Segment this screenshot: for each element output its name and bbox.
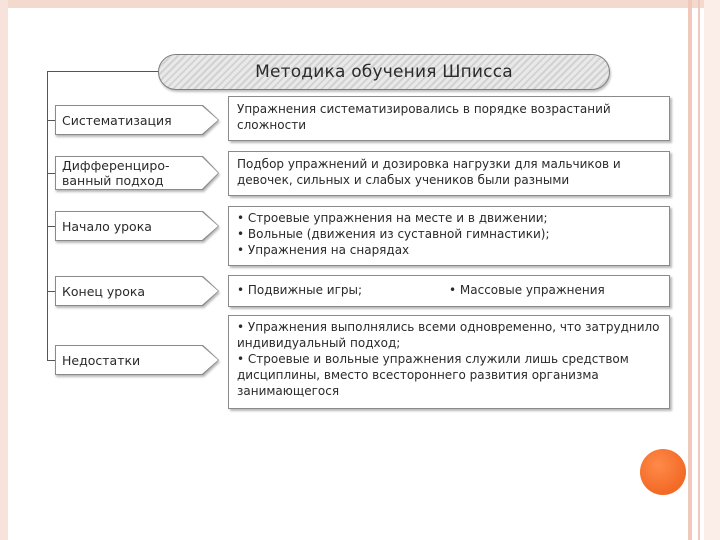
label-lesson-start xyxy=(55,211,219,241)
bullet-item: • Строевые и вольные упражнения служили лишь средством дисциплины, вместо всестороннего развития организма занимающегося xyxy=(237,351,661,399)
desc-text: Подбор упражнений и дозировка нагрузки для мальчиков и девочек, сильных и слабых учеников были разными xyxy=(237,157,621,187)
diagram-title-banner xyxy=(158,54,610,90)
label-systematization xyxy=(55,105,219,135)
label-text: Систематизация xyxy=(62,112,172,128)
desc-lesson-start xyxy=(228,206,670,266)
bullet-item: • Подвижные игры; xyxy=(237,282,449,298)
desc-lesson-end xyxy=(228,275,670,307)
label-text: Недостатки xyxy=(62,352,141,368)
slide-frame-right-stripe xyxy=(688,0,692,540)
diagram-title: Методика обучения Шписса xyxy=(255,62,513,82)
desc-differentiated-approach xyxy=(228,151,670,196)
bullet-item: • Строевые упражнения на месте и в движении; xyxy=(237,210,661,226)
connector-vertical-line xyxy=(47,71,48,360)
slide-frame-right-stripe-thin xyxy=(698,0,700,540)
bullet-item: • Массовые упражнения xyxy=(449,282,605,298)
label-lesson-end xyxy=(55,276,219,306)
label-shortcomings xyxy=(55,345,219,375)
slide-frame-right-band xyxy=(704,0,720,540)
desc-systematization xyxy=(228,96,670,141)
label-text: Дифференциро- ванный подход xyxy=(62,158,170,188)
slide-frame-top xyxy=(0,0,720,8)
connector-title-line xyxy=(47,71,159,72)
label-text: Начало урока xyxy=(62,218,152,234)
orange-circle-decoration xyxy=(640,449,686,495)
desc-shortcomings xyxy=(228,315,670,409)
bullet-item: • Вольные (движения из суставной гимнастики); xyxy=(237,226,661,242)
bullet-item: • Упражнения на снарядах xyxy=(237,242,661,258)
label-differentiated-approach xyxy=(55,156,219,190)
label-text: Конец урока xyxy=(62,283,146,299)
desc-text: Упражнения систематизировались в порядке возрастаний сложности xyxy=(237,102,611,132)
slide-frame-left xyxy=(0,0,8,540)
bullet-item: • Упражнения выполнялись всеми одновременно, что затруднило индивидуальный подход; xyxy=(237,319,661,351)
